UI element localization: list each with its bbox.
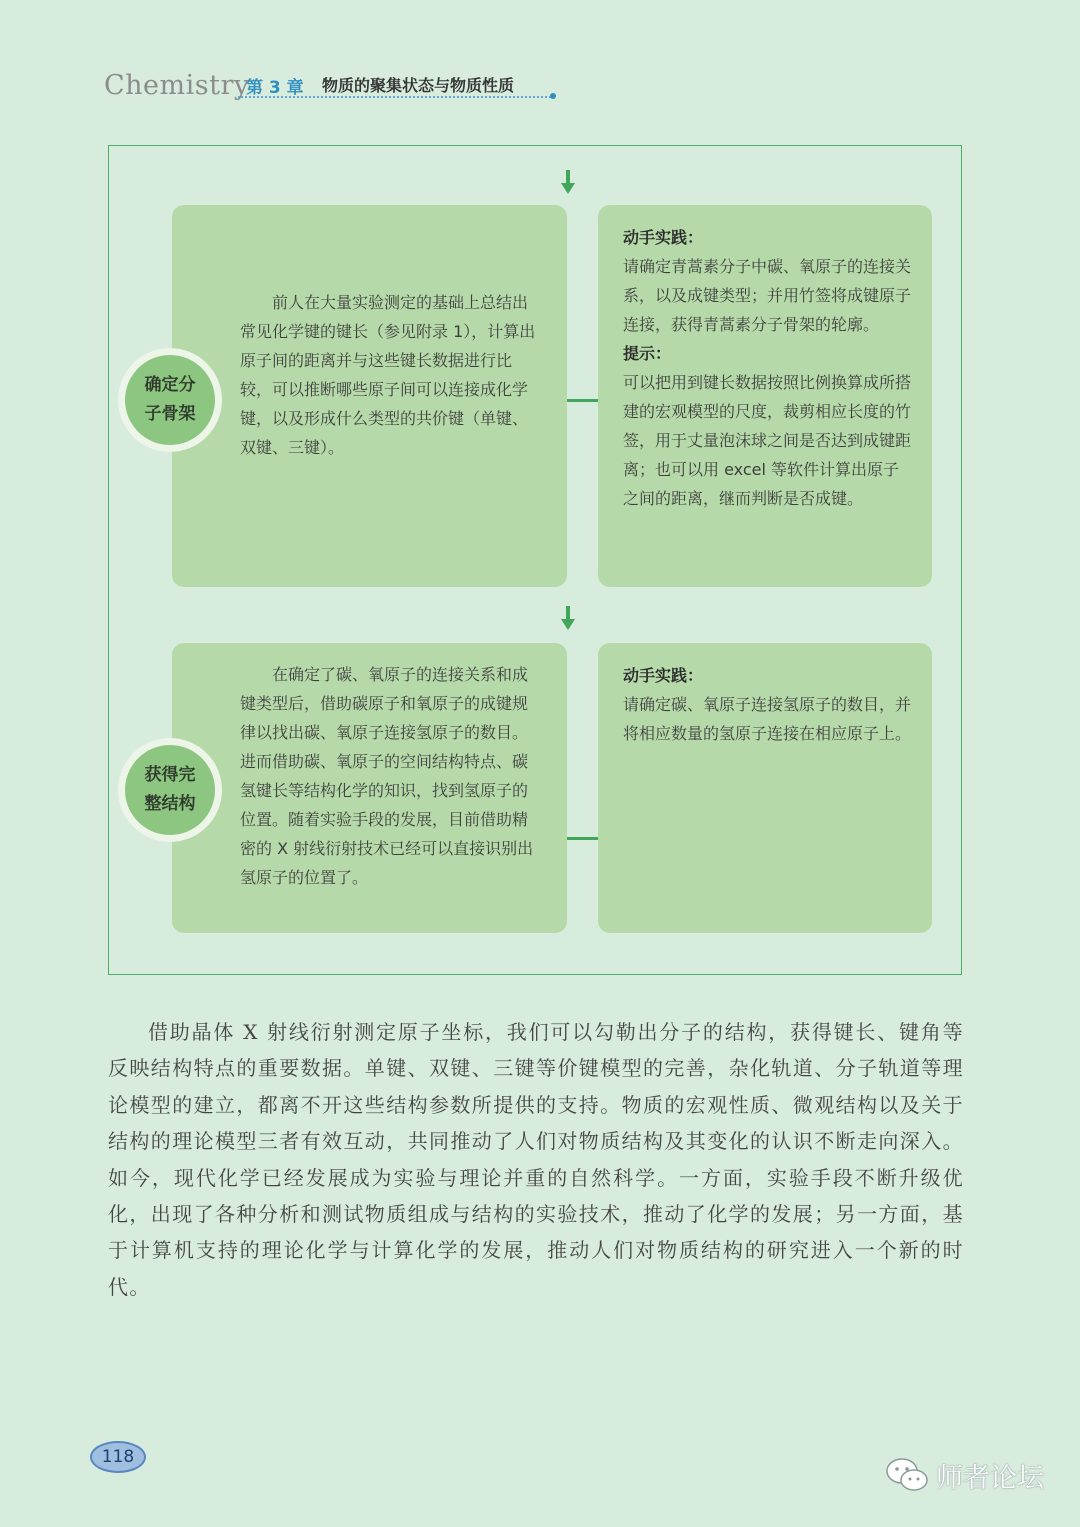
chapter-number: 第 3 章 — [246, 78, 304, 98]
step2-description: 在确定了碳、氧原子的连接关系和成键类型后，借助碳原子和氧原子的成键规律以找出碳、氧原子连接氢原子的数目。进而借助碳、氧原子的空间结构特点、碳氢键长等结构化学的知识，找到氢原子的位置。随着实验手段的发展，目前借助精密的 X 射线衍射技术已经可以直接识别出氢原子的位置了。 — [240, 665, 534, 887]
step1-right-text — [623, 223, 911, 513]
body-paragraph: 借助晶体 X 射线衍射测定原子坐标，我们可以勾勒出分子的结构，获得键长、键角等反映结构特点的重要数据。单键、双键、三键等价键模型的完善，杂化轨道、分子轨道等理论模型的建立，都离不开这些结构参数所提供的支持。物质的宏观性质、微观结构以及关于结构的理论模型三者有效互动，共同推动了人们对物质结构及其变化的认识不断走向深入。如今，现代化学已经发展成为实验与理论并重的自然科学。一方面，实验手段不断升级优化，出现了各种分析和测试物质组成与结构的实验技术，推动了化学的发展；另一方面，基于计算机支持的理论化学与计算化学的发展，推动人们对物质结构的研究进入一个新的时代。 — [108, 1020, 964, 1299]
step1-practice-text: 请确定青蒿素分子中碳、氧原子的连接关系，以及成键类型；并用竹签将成键原子连接，获得青蒿素分子骨架的轮廓。 — [623, 257, 912, 334]
step2-right-text — [623, 661, 911, 748]
step1-hint-label: 提示： — [623, 344, 672, 363]
header-underline — [238, 96, 554, 98]
step1-practice-label: 动手实践： — [623, 228, 704, 247]
step2-left-text — [240, 660, 536, 892]
watermark-text: 师者论坛 — [936, 1462, 1044, 1494]
step1-circle-line2: 子骨架 — [144, 404, 196, 424]
wechat-icon — [884, 1455, 930, 1495]
step1-circle-line1: 确定分 — [144, 375, 196, 395]
step1-circle — [125, 355, 215, 445]
step2-circle — [125, 745, 215, 835]
header-brand: Chemistry — [104, 70, 250, 101]
step1-connector — [567, 399, 598, 402]
header-dot — [550, 93, 556, 99]
step2-practice-text: 请确定碳、氧原子连接氢原子的数目，并将相应数量的氢原子连接在相应原子上。 — [623, 695, 912, 743]
step1-left-text — [240, 288, 536, 462]
page-number: 118 — [90, 1441, 146, 1473]
down-arrow-icon — [561, 606, 575, 632]
step2-connector — [567, 837, 598, 840]
step2-circle-line2: 整结构 — [144, 794, 196, 814]
chapter-title: 物质的聚集状态与物质性质 — [322, 76, 515, 95]
down-arrow-icon — [561, 170, 575, 196]
step2-circle-line1: 获得完 — [144, 765, 196, 785]
step1-description: 前人在大量实验测定的基础上总结出常见化学键的键长（参见附录 1），计算出原子间的距离并与这些键长数据进行比较，可以推断哪些原子间可以连接成化学键，以及形成什么类型的共价键（单键、双键、三键）。 — [240, 293, 536, 457]
step2-practice-label: 动手实践： — [623, 666, 704, 685]
step1-hint-text: 可以把用到键长数据按照比例换算成所搭建的宏观模型的尺度，裁剪相应长度的竹签，用于丈量泡沫球之间是否达到成键距离；也可以用 excel 等软件计算出原子之间的距离，继而判断是否成键。 — [623, 373, 912, 508]
watermark — [884, 1455, 1044, 1495]
